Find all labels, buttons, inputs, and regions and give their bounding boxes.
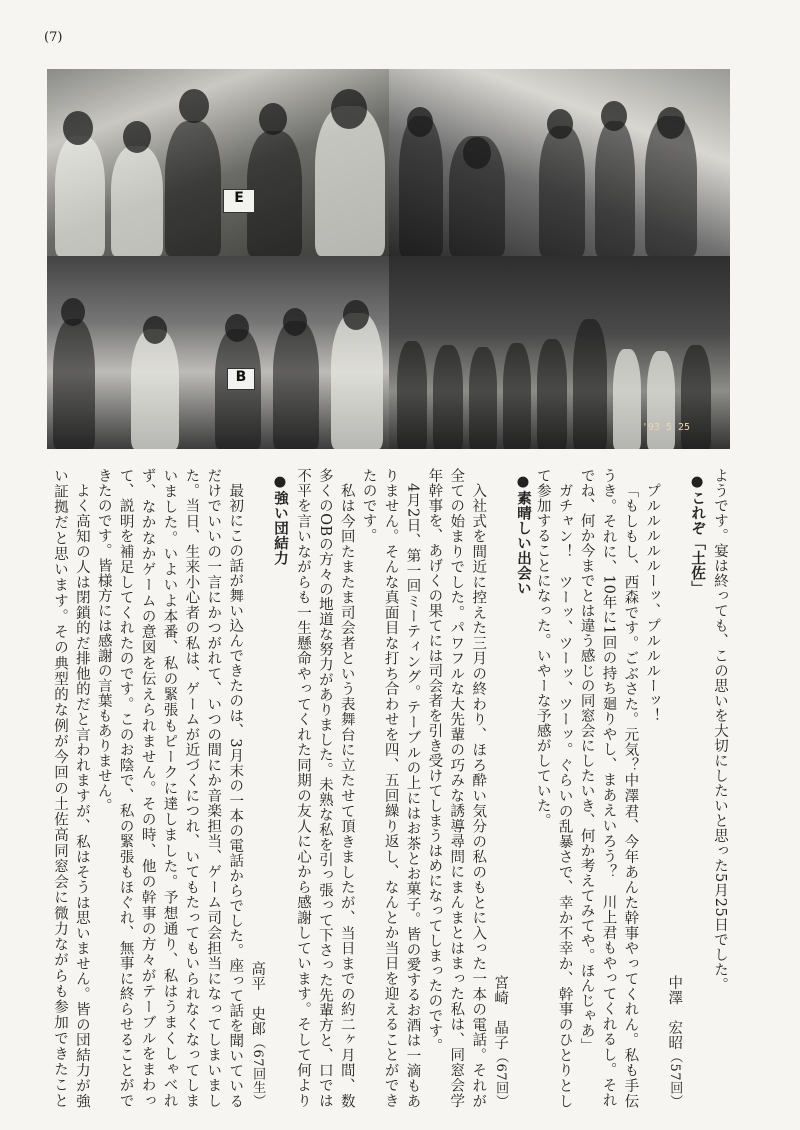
page-number: (7) (44, 30, 63, 45)
article-heading-unity: ●強い団結力 (272, 474, 289, 566)
photo-reunion-group-3 (47, 256, 389, 449)
article-paragraph: 最初にこの話が舞い込んできたのは、3月末の一本の電話からでした。座って話を聞いているだけでいいの一言にかつがれて、いつの間にか音楽担当、ゲーム司会担当になってしまいました。当日、生来小心者の私は、ゲームが近づくにつれ、いてもたってもいられなくなってしまいました。いよいよ本番、私の緊張もピークに達しました。予想通り、私はうまくしゃべれず、なかなかゲームの意図を伝えられません。その時、他の幹事の方々がテーブルをまわって、説明を補足してくれたのです。このお陰で、私の緊張もほぐれ、無事に終らせることができたのです。皆様方には感謝の言葉もありません。 (95, 468, 244, 1108)
photo-reunion-group-4 (389, 256, 730, 449)
intro-tail-text: ようです。宴は終っても、この思いを大切にしたいと思った5月25日でした。 (712, 468, 728, 993)
text-column-right (534, 468, 730, 1108)
bullet-icon: ● (689, 474, 706, 491)
table-sign: E (223, 189, 255, 213)
article-paragraph: ガチャン！ ツーッ、ツーッ、ツーッ。ぐらいの乱暴さで、幸か不幸か、幹事のひとりとして参加することになった。いやーな予感がしていた。 (534, 468, 573, 1108)
photo-date-stamp: '93 5 25 (641, 422, 690, 433)
article-paragraph: 4月2日、第一回ミーティング。テーブルの上にはお茶とお菓子。皆の愛するお酒は一滴もありません。そんな真面目な打ち合わせを四、五回繰り返し、なんとか当日を迎えることができたのです。 (360, 468, 421, 1108)
photo-reunion-group-1 (47, 69, 389, 256)
bullet-icon: ● (272, 474, 288, 491)
article-heading-tosa: ●これぞ「土佐」 (689, 474, 707, 596)
article-heading-encounter: ●素晴しい出会い (515, 474, 532, 596)
bullet-icon: ● (515, 474, 531, 491)
article-byline-tosa: 中澤 宏昭（57回） (666, 974, 683, 1108)
article-paragraph: プルルルルルーッ、プルルルーッ！ (644, 482, 661, 723)
article-byline-encounter: 宮崎 晶子（67回） (492, 974, 509, 1108)
photo-collage (47, 69, 730, 449)
article-paragraph: 入社式を間近に控えた三月の終わり、ほろ酔い気分の私のもとに入った一本の電話。それが全ての始まりでした。パワフルな大先輩の巧みな誘導尋問にまんまとはまった私は、同窓会学年幹事を、あげくの果てには司会者を引き受けてしまうはめになってしまったのです。 (426, 468, 487, 1108)
article-byline-unity: 高平 史郎（67回生） (249, 961, 266, 1108)
article-paragraph: 私は今回たまたま司会者という表舞台に立たせて頂きましたが、当日までの約二ヶ月間、数多くのOBの方々の地道な努力がありました。未熟な私を引っ張って下さった先輩方と、口では不平を言いながらも一生懸命やってくれた同期の友人に心から感謝しています。そして何より (294, 468, 355, 1108)
photo-reunion-group-2 (389, 69, 730, 256)
article-paragraph: よく高知の人は閉鎖的だ排他的だと言われますが、私はそうは思いません。皆の団結力が強い証拠だと思います。その典型的な例が今回の土佐高同窓会に微力ながらも参加できたこと (51, 468, 90, 1108)
table-sign: B (227, 368, 255, 390)
article-paragraph: 「もしもし、西森です。ごぶさた。元気？中澤君、今年あんた幹事やってくれん。私も手伝うき。それに、10年に1回の持ち廻りやし、まあえいろう？ 川上君もやってくれるし。それでね、何か今までとは違う感じの同窓会にしたいき、何か考えてみてや。ほんじゃあ」 (578, 468, 639, 1108)
text-column-left (47, 468, 291, 1108)
text-column-middle (291, 468, 534, 1108)
